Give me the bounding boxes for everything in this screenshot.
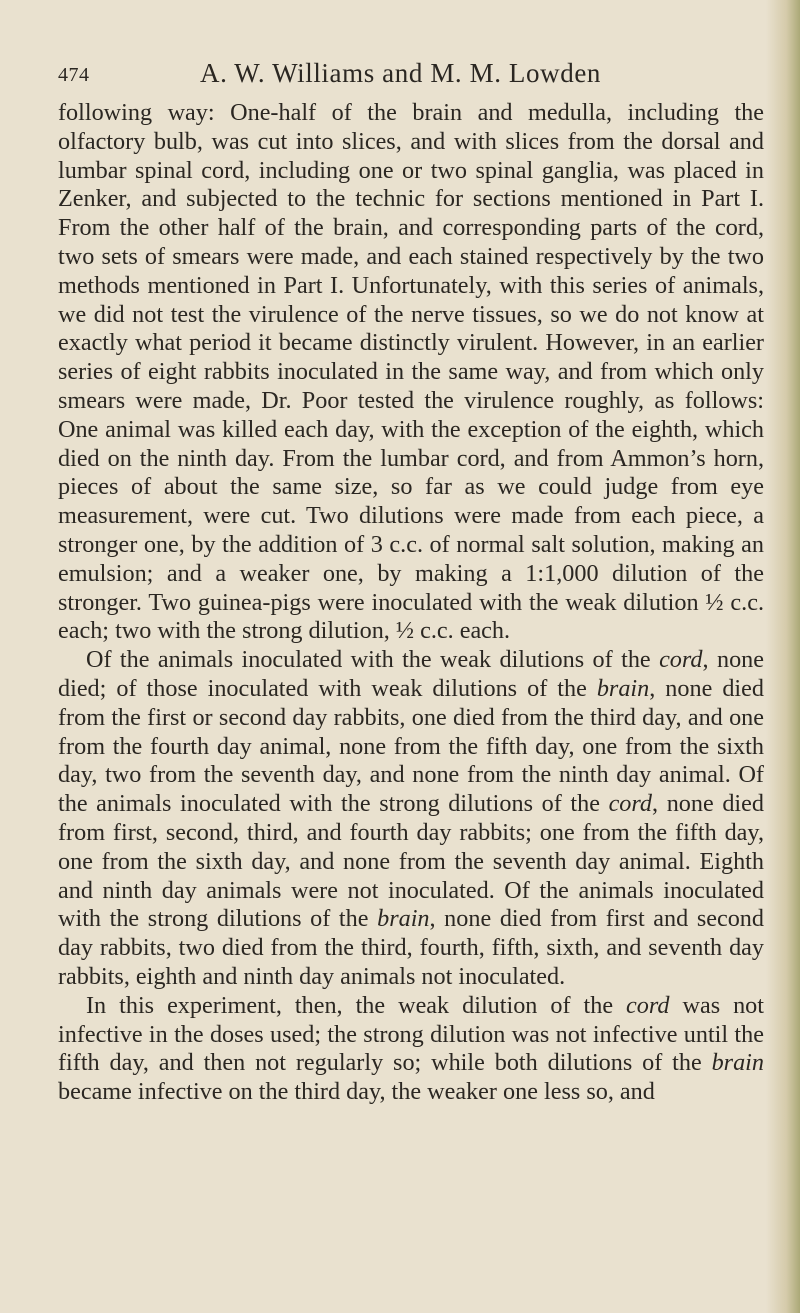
paragraph-2-text: , none died from the first or second day rabbits, one died from the third day, and one from the fourth day animal, none from the fifth day, one from the sixth day, two from the seventh day, and none from the ninth day animal. Of the animals inoculated with the strong dilutions of the: [58, 674, 764, 818]
paragraph-1: [58, 99, 764, 646]
paragraph-2-text: , none died; of those inoculated with weak dilutions of the: [58, 646, 764, 702]
paragraph-3-text: became infective on the third day, the weaker one less so, and: [58, 1078, 655, 1106]
page-header: [58, 58, 758, 98]
italic-term-cord: cord: [626, 991, 670, 1019]
paragraph-2-text: , none died from first, second, third, and fourth day rabbits; one from the fifth day, one from the sixth day, and none from the seventh day animal. Eighth and ninth day animals were not inoculated. Of the animals inoculated with the strong dilutions of the: [58, 790, 764, 933]
paragraph-2-text: , none died from first and second day rabbits, two died from the third, fourth, fifth, sixth, and seventh day rabbits, eighth and ninth day animals not inoculated.: [58, 905, 764, 990]
paragraph-3-text: In this experiment, then, the weak dilution of the: [86, 991, 627, 1019]
page-edge-shadow: [766, 0, 800, 1313]
italic-term-cord: cord: [659, 646, 703, 674]
paragraph-3: [58, 992, 764, 1107]
running-head: A. W. Williams and M. M. Lowden: [200, 58, 602, 88]
italic-term-brain: brain: [377, 905, 430, 933]
page-number: 474: [58, 64, 90, 86]
italic-term-brain: brain: [596, 674, 650, 702]
paragraph-2: [58, 646, 764, 992]
body-text: [58, 99, 764, 1107]
paragraph-1-text: following way: One-half of the brain and medulla, including the olfactory bulb, was cut into slices, and with slices from the dorsal and lumbar spinal cord, including one or two spinal ganglia, was placed in Zenker, and subjected to the technic for sections mentioned in Part I. From the other half of the brain, and corresponding parts of the cord, two sets of smears were made, and each stained respectively by the two methods mentioned in Part I. Unfortunately, with this series of animals, we did not test the virulence of the nerve tissues, so we do not know at exactly what period it became distinctly virulent. However, in an earlier series of eight rabbits inoculated in the same way, and from which only smears were made, Dr. Poor tested the virulence roughly, as follows: One animal was killed each day, with the exception of the eighth, which died on the ninth day. From the lumbar cord, and from Ammon’s horn, pieces of about the same size, so far as we could judge from eye measurement, were cut. Two dilutions were made from each piece, a stronger one, by the addition of 3 c.c. of normal salt solution, making an emulsion; and a weaker one, by making a 1:1,000 dilution of the stronger. Two guinea-pigs were inoculated with the weak dilution ½ c.c. each; two with the strong dilution, ½ c.c. each.: [58, 99, 764, 645]
paragraph-3-text: was not infective in the doses used; the strong dilution was not infective until the fifth day, and then not regularly so; while both dilutions of the: [58, 991, 764, 1077]
paragraph-2-text: Of the animals inoculated with the weak dilutions of the: [86, 646, 660, 674]
italic-term-brain: brain: [711, 1049, 764, 1077]
italic-term-cord: cord: [608, 790, 653, 818]
